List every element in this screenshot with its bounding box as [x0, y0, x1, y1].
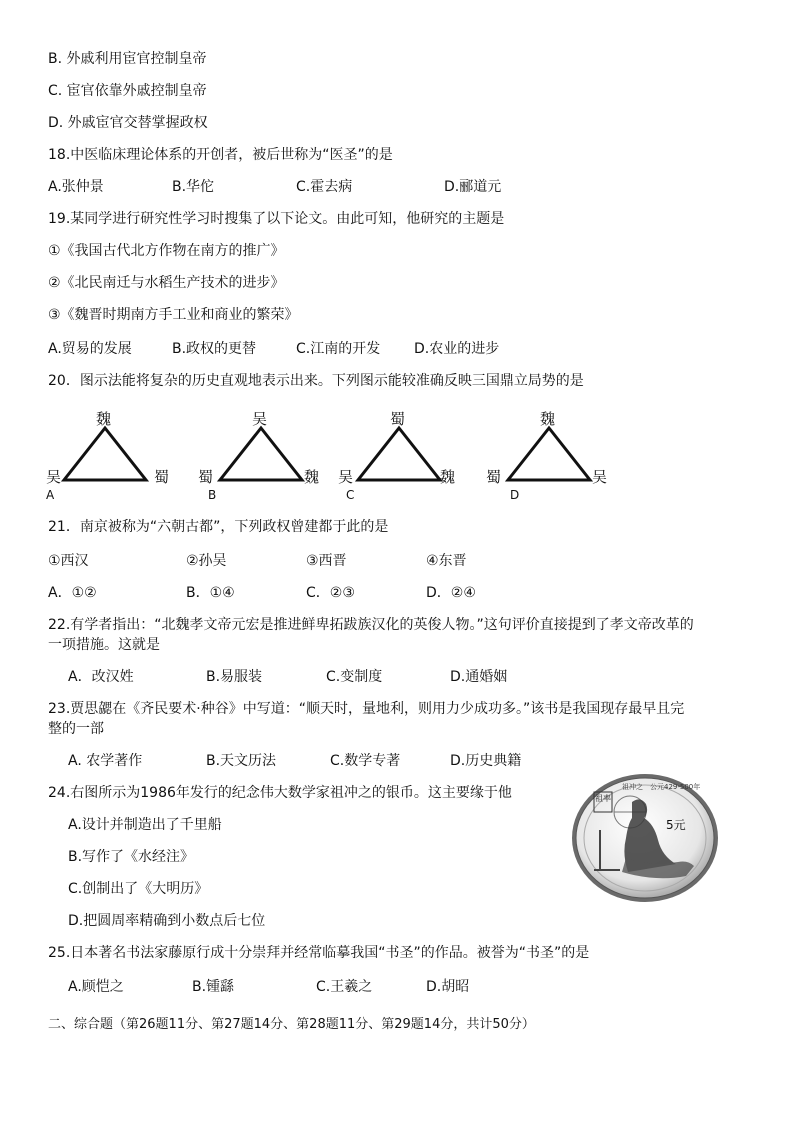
q19-option-a: A.贸易的发展 — [48, 341, 132, 357]
q23-option-a: A. 农学著作 — [68, 753, 143, 769]
q23-option-b: B.天文历法 — [206, 753, 277, 769]
q19-option-b: B.政权的更替 — [172, 341, 257, 357]
q22-option-b: B.易服装 — [206, 669, 263, 685]
q24-stem: 24.右图所示为1986年发行的纪念伟大数学家祖冲之的银币。这主要缘于他 — [48, 785, 512, 801]
triangle-c — [354, 425, 444, 485]
q18-option-a: A.张仲景 — [48, 179, 104, 195]
coin-years-text: 公元429-500年 — [650, 783, 701, 791]
q21-option-d: D．②④ — [426, 585, 476, 601]
diagram-c-left: 吴 — [338, 468, 354, 486]
diagram-d-letter: D — [510, 488, 520, 502]
diagram-b-letter: B — [208, 488, 217, 502]
q17-option-b: B. 外戚利用宦官控制皇帝 — [48, 51, 207, 67]
q23-stem-line2: 整的一部 — [48, 721, 104, 737]
q21-item-3: ③西晋 — [306, 553, 347, 569]
q21-item-4: ④东晋 — [426, 553, 467, 569]
section2-note: （第26题11分、第27题14分、第28题11分、第29题14分，共计50分） — [113, 1017, 535, 1032]
q24-option-a: A.设计并制造出了千里船 — [68, 817, 222, 833]
q17-option-c: C. 宦官依靠外戚控制皇帝 — [48, 83, 207, 99]
diagram-b-right: 魏 — [304, 468, 320, 486]
q19-item-3: ③《魏晋时期南方手工业和商业的繁荣》 — [48, 307, 299, 323]
q25-option-d: D.胡昭 — [426, 979, 470, 995]
q19-item-1: ①《我国古代北方作物在南方的推广》 — [48, 243, 285, 259]
diagram-a-right: 蜀 — [154, 468, 170, 486]
q19-option-d: D.农业的进步 — [414, 341, 500, 357]
q25-option-b: B.锺繇 — [192, 979, 235, 995]
q21-option-c: C．②③ — [306, 585, 355, 601]
q22-stem-line1: 22.有学者指出：“北魏孝文帝元宏是推进鲜卑拓跋族汉化的英俊人物。”这句评价直接提到了孝文帝改革的 — [48, 617, 694, 633]
diagram-b-left: 蜀 — [198, 468, 214, 486]
section2-title: 二、综合题 — [48, 1017, 114, 1032]
diagram-b-top: 吴 — [252, 410, 268, 428]
q25-option-c: C.王羲之 — [316, 979, 373, 995]
coin-seal-text: 祖率 — [595, 794, 611, 803]
diagram-c-top: 蜀 — [390, 410, 406, 428]
diagram-a-top: 魏 — [96, 410, 112, 428]
triangle-b — [216, 425, 306, 485]
diagram-c-right: 魏 — [440, 468, 456, 486]
diagram-a-left: 吴 — [46, 468, 62, 486]
q22-option-c: C.变制度 — [326, 669, 383, 685]
q24-option-c: C.创制出了《大明历》 — [68, 881, 209, 897]
zu-chongzhi-coin-image — [570, 772, 720, 904]
q19-item-2: ②《北民南迁与水稻生产技术的进步》 — [48, 275, 285, 291]
q21-item-1: ①西汉 — [48, 553, 89, 569]
diagram-d-right: 吴 — [592, 468, 608, 486]
q21-option-b: B．①④ — [186, 585, 235, 601]
q22-option-a: A．改汉姓 — [68, 669, 134, 685]
q23-option-d: D.历史典籍 — [450, 753, 522, 769]
section2-heading — [48, 1016, 535, 1034]
q22-option-d: D.通婚姻 — [450, 669, 508, 685]
q18-stem: 18.中医临床理论体系的开创者，被后世称为“医圣”的是 — [48, 147, 393, 163]
q23-stem-line1: 23.贾思勰在《齐民要术·种谷》中写道：“顺天时，量地利，则用力少成功多。”该书是我国现存最早且完 — [48, 701, 685, 717]
q21-option-a: A．①② — [48, 585, 97, 601]
q18-option-c: C.霍去病 — [296, 179, 353, 195]
three-kingdoms-diagrams — [40, 405, 640, 505]
diagram-a-letter: A — [46, 488, 55, 502]
q18-option-b: B.华佗 — [172, 179, 215, 195]
q24-option-b: B.写作了《水经注》 — [68, 849, 195, 865]
q25-stem: 25.日本著名书法家藤原行成十分崇拜并经常临摹我国“书圣”的作品。被誉为“书圣”的是 — [48, 945, 590, 961]
q21-stem: 21．南京被称为“六朝古都”，下列政权曾建都于此的是 — [48, 519, 389, 535]
diagram-c-letter: C — [346, 488, 355, 502]
q22-stem-line2: 一项措施。这就是 — [48, 637, 160, 653]
q17-option-d: D. 外戚宦官交替掌握政权 — [48, 115, 208, 131]
coin-value-text: 5元 — [666, 818, 686, 832]
q19-stem: 19.某同学进行研究性学习时搜集了以下论文。由此可知，他研究的主题是 — [48, 211, 505, 227]
triangle-a — [60, 425, 150, 485]
q21-item-2: ②孙吴 — [186, 553, 227, 569]
coin-name-text: 祖冲之 — [622, 783, 643, 791]
q19-option-c: C.江南的开发 — [296, 341, 381, 357]
triangle-d — [504, 425, 594, 485]
q18-option-d: D.郦道元 — [444, 179, 502, 195]
q23-option-c: C.数学专著 — [330, 753, 401, 769]
q25-option-a: A.顾恺之 — [68, 979, 124, 995]
diagram-d-left: 蜀 — [486, 468, 502, 486]
q24-option-d: D.把圆周率精确到小数点后七位 — [68, 913, 266, 929]
q20-stem: 20．图示法能将复杂的历史直观地表示出来。下列图示能较准确反映三国鼎立局势的是 — [48, 373, 584, 389]
diagram-d-top: 魏 — [540, 410, 556, 428]
